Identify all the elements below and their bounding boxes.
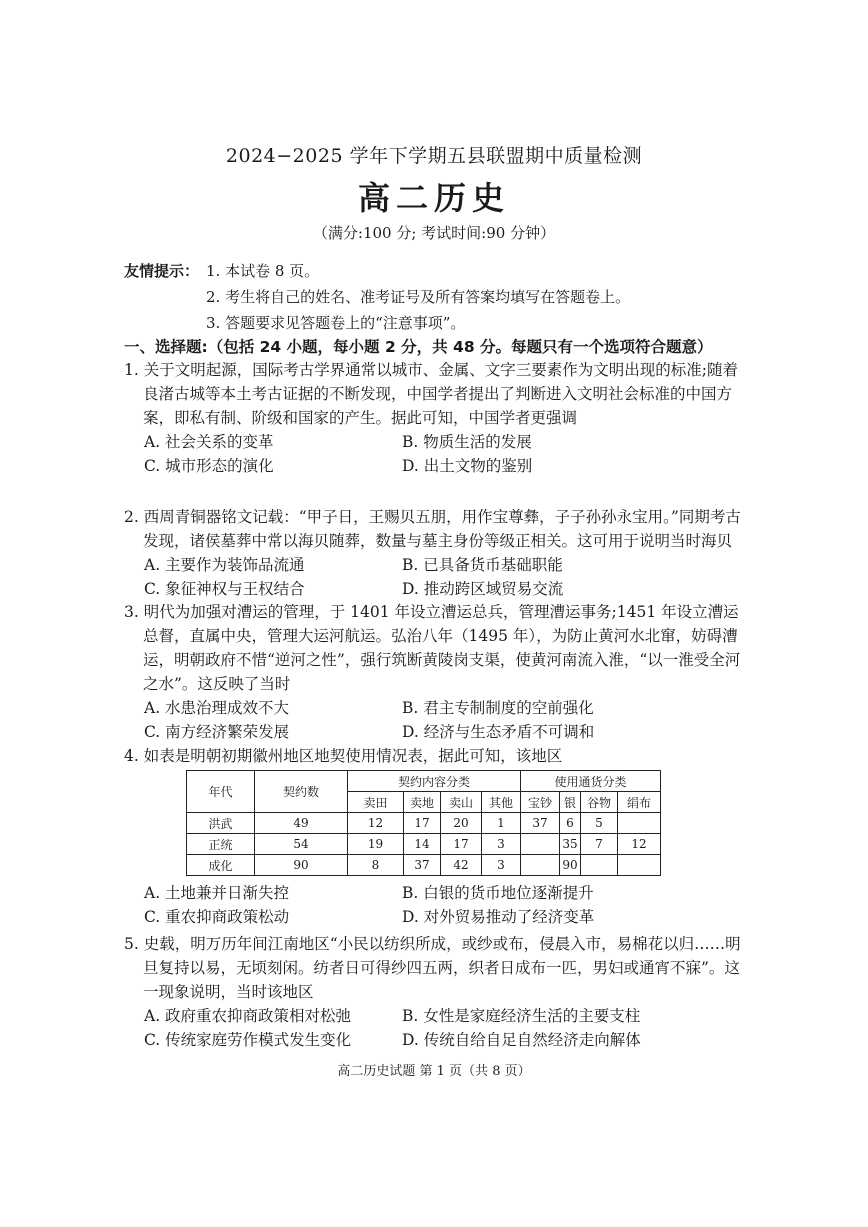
table-cell: 37 [404,855,441,876]
option-d[interactable]: D. 出土文物的鉴别 [402,457,533,475]
notice-item: 3. 答题要求见答题卷上的“注意事项”。 [206,314,466,332]
table-cell: 20 [441,813,482,834]
exam-info: （满分:100 分; 考试时间:90 分钟） [312,224,556,242]
exam-title: 2024−2025 学年下学期五县联盟期中质量检测 [225,145,643,167]
table-cell: 成化 [187,855,255,876]
table-cell: 3 [482,834,521,855]
option-a[interactable]: A. 社会关系的变革 [144,433,274,451]
option-a[interactable]: A. 水患治理成效不大 [144,699,290,717]
option-b[interactable]: B. 白银的货币地位逐渐提升 [402,884,594,902]
table-header-currency: 使用通货分类 [521,771,661,792]
option-d[interactable]: D. 推动跨区域贸易交流 [402,580,564,598]
page-footer: 高二历史试题 第 1 页（共 8 页） [337,1064,531,1079]
question-4-options [124,881,748,929]
option-a[interactable]: A. 政府重农抑商政策相对松弛 [144,1007,352,1025]
question-stem: 5. 史载，明万历年间江南地区“小民以纺织所成，或纱或布，侵晨入市，易棉花以归……明旦复持以易，无顷刻闲。纺者日可得纱四五两，织者日成布一匹，男妇或通宵不寐”。这一现象说明，当时该地区 [124,935,741,1001]
table-cell [521,834,560,855]
option-b[interactable]: B. 女性是家庭经济生活的主要支柱 [402,1007,641,1025]
option-b[interactable]: B. 物质生活的发展 [402,433,532,451]
question-2 [124,505,748,601]
table-header-era: 年代 [187,771,255,813]
table-cell: 17 [404,813,441,834]
table-cell: 19 [348,834,404,855]
option-d[interactable]: D. 对外贸易推动了经济变革 [402,908,595,926]
table-header-content: 契约内容分类 [348,771,521,792]
option-c[interactable]: C. 城市形态的演化 [144,457,274,475]
option-d[interactable]: D. 经济与生态矛盾不可调和 [402,723,595,741]
table-cell: 14 [404,834,441,855]
option-a[interactable]: A. 主要作为装饰品流通 [144,556,305,574]
contract-table [186,770,661,876]
table-row [187,813,661,834]
table-row [187,834,661,855]
notice-item: 2. 考生将自己的姓名、准考证号及所有答案均填写在答题卷上。 [206,288,631,306]
table-cell [618,855,661,876]
table-cell: 42 [441,855,482,876]
question-4 [124,744,748,768]
option-c[interactable]: C. 象征神权与王权结合 [144,580,305,598]
question-stem: 4. 如表是明朝初期徽州地区地契使用情况表，据此可知，该地区 [124,747,563,765]
question-stem: 3. 明代为加强对漕运的管理，于 1401 年设立漕运总兵，管理漕运事务;1451 年设立漕运总督，直属中央，管理大运河航运。弘治八年（1495 年），为防止黄河水北窜，妨碍漕运，明朝政府不惜“逆河之性”，强行筑断黄陵岗支渠，使黄河南流入淮，“以一淮受全河之水”。这反映了当时 [124,603,741,693]
table-cell: 37 [521,813,560,834]
table-cell: 49 [255,813,348,834]
question-5 [124,932,748,1052]
option-a[interactable]: A. 土地兼并日渐失控 [144,884,290,902]
table-cell: 90 [255,855,348,876]
option-d[interactable]: D. 传统自给自足自然经济走向解体 [402,1031,641,1049]
table-subheader: 谷物 [581,792,618,813]
option-c[interactable]: C. 南方经济繁荣发展 [144,723,290,741]
notice-item: 1. 本试卷 8 页。 [206,262,320,280]
table-cell: 正统 [187,834,255,855]
table-cell: 5 [581,813,618,834]
table-cell: 35 [560,834,581,855]
table-cell [618,813,661,834]
table-subheader: 卖地 [404,792,441,813]
question-stem: 2. 西周青铜器铭文记载：“甲子日，王赐贝五朋，用作宝尊彝，子子孙孙永宝用。”同期考古发现，诸侯墓葬中常以海贝随葬，数量与墓主身份等级正相关。这可用于说明当时海贝 [124,508,741,550]
table-subheader: 银 [560,792,581,813]
table-cell [581,855,618,876]
question-3 [124,600,748,744]
table-header-count: 契约数 [255,771,348,813]
table-subheader: 卖田 [348,792,404,813]
table-cell: 3 [482,855,521,876]
section-heading: 一、选择题:（包括 24 小题，每小题 2 分，共 48 分。每题只有一个选项符合题意） [124,338,713,356]
notice-label: 友情提示： [124,262,200,280]
table-subheader: 卖山 [441,792,482,813]
table-cell [521,855,560,876]
table-cell: 54 [255,834,348,855]
table-cell: 12 [348,813,404,834]
table-subheader: 宝钞 [521,792,560,813]
question-1 [124,358,748,478]
subject-title: 高二历史 [357,179,510,217]
question-stem: 1. 关于文明起源，国际考古学界通常以城市、金属、文字三要素作为文明出现的标准;随着良渚古城等本土考古证据的不断发现，中国学者提出了判断进入文明社会标准的中国方案，即私有制、阶级和国家的产生。据此可知，中国学者更强调 [124,361,738,427]
table-cell: 1 [482,813,521,834]
option-b[interactable]: B. 已具备货币基础职能 [402,556,563,574]
table-cell: 12 [618,834,661,855]
table-cell: 洪武 [187,813,255,834]
table-subheader: 其他 [482,792,521,813]
option-b[interactable]: B. 君主专制制度的空前强化 [402,699,594,717]
table-cell: 6 [560,813,581,834]
table-cell: 8 [348,855,404,876]
table-subheader: 绢布 [618,792,661,813]
option-c[interactable]: C. 重农抑商政策松动 [144,908,290,926]
table-cell: 17 [441,834,482,855]
table-cell: 90 [560,855,581,876]
option-c[interactable]: C. 传统家庭劳作模式发生变化 [144,1031,352,1049]
table-cell: 7 [581,834,618,855]
table-row [187,855,661,876]
